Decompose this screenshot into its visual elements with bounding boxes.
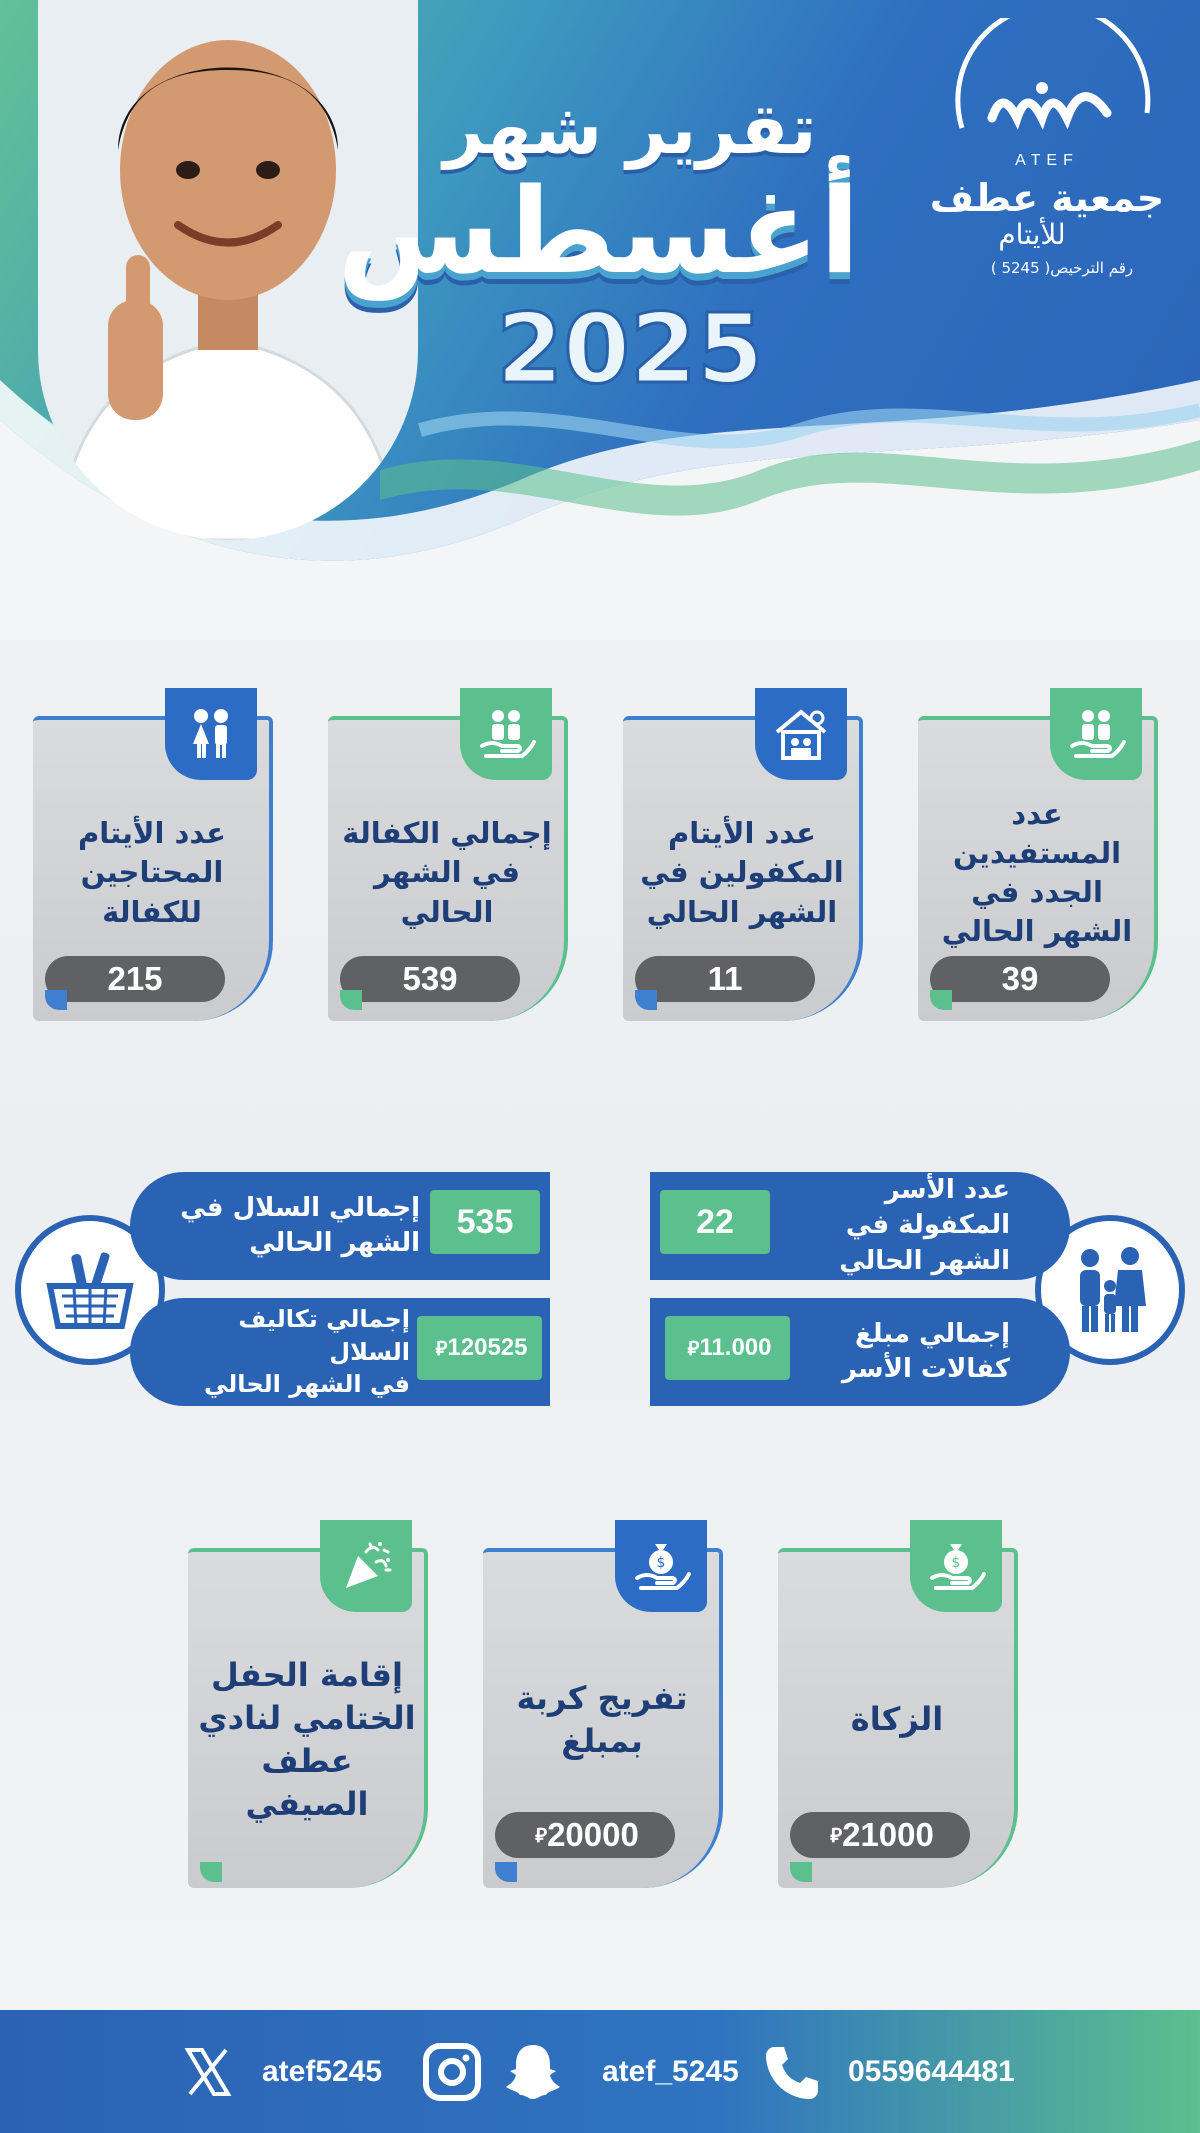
bar-label: إجمالي السلال في الشهر الحالي [180, 1192, 420, 1258]
card-title: عدد الأيتام المحتاجين للكفالة [78, 816, 226, 929]
snapchat-contact[interactable] [500, 2010, 739, 2133]
logo-mark-icon [922, 18, 1172, 158]
bar-value: 120525 ⃁ [417, 1316, 542, 1380]
bar-label: إجمالي تكاليف السلال في الشهر الحالي [204, 1305, 410, 1399]
house-family-icon [755, 688, 847, 780]
baskets-cost-bar [130, 1298, 550, 1406]
money-bag-hand-icon [910, 1520, 1002, 1612]
phone-number: 0559644481 [848, 2054, 1015, 2088]
instagram-contact[interactable] [420, 2010, 484, 2133]
card-title: عدد المستفيدين الجدد في الشهر الحالي [941, 796, 1133, 949]
party-popper-icon [320, 1520, 412, 1612]
title-line: تقرير شهر [443, 88, 817, 170]
families-count-bar [650, 1172, 1070, 1280]
license-number: رقم الترخيص( 5245 ) [990, 259, 1134, 277]
x-logo-icon [180, 2044, 236, 2100]
card-title: الزكاة [850, 1700, 944, 1739]
card-title: إجمالي الكفالة في الشهر الحالي [342, 816, 552, 929]
phone-contact[interactable] [760, 2010, 1015, 2133]
bar-value: 535 [430, 1190, 540, 1254]
families-amount-bar [650, 1298, 1070, 1406]
logo-subtitle: للأيتام [998, 218, 1066, 251]
x-contact[interactable] [180, 2010, 382, 2133]
card-total-sponsorship [320, 688, 570, 1013]
card-value: 20000 ⃁ [495, 1812, 675, 1858]
baskets-count-bar [130, 1172, 550, 1280]
card-value: 21000 ⃁ [790, 1812, 970, 1858]
card-zakat [770, 1520, 1020, 1880]
snapchat-handle: atef_5245 [602, 2054, 739, 2088]
snapchat-icon [500, 2039, 566, 2105]
card-sponsored-orphans [615, 688, 865, 1013]
x-handle: atef5245 [262, 2054, 383, 2088]
card-value: 215 [45, 956, 225, 1002]
hand-people-icon [460, 688, 552, 780]
card-value: 39 [930, 956, 1110, 1002]
card-new-beneficiaries [910, 688, 1160, 1013]
card-value: 11 [635, 956, 815, 1002]
svg-text:$: $ [656, 1555, 666, 1571]
phone-icon [760, 2041, 822, 2103]
card-relief [475, 1520, 725, 1880]
footer-contacts [0, 2010, 1200, 2133]
card-title: عدد الأيتام المكفولين في الشهر الحالي [640, 816, 844, 929]
title-year: 2025 [496, 292, 764, 405]
card-value: 539 [340, 956, 520, 1002]
bar-value: 22 [660, 1190, 770, 1254]
bar-label: إجمالي مبلغ كفالات الأسر [841, 1318, 1010, 1384]
children-icon [165, 688, 257, 780]
bar-value: 11.000 ⃁ [665, 1316, 790, 1380]
money-bag-hand-icon [615, 1520, 707, 1612]
logo-arabic-name: جمعية عطف [929, 176, 1165, 220]
card-title: إقامة الحفل الختامي لنادي عطف الصيفي [198, 1655, 416, 1824]
card-title: تفريج كربة بمبلغ [516, 1678, 688, 1760]
bar-label: عدد الأسر المكفولة في الشهر الحالي [839, 1175, 1010, 1276]
instagram-icon [420, 2040, 484, 2104]
title-month: أغسطس [337, 162, 860, 300]
logo-latin-name: ATEF [1015, 152, 1079, 169]
hand-people-icon [1050, 688, 1142, 780]
report-title [337, 88, 860, 405]
atef-logo [922, 18, 1172, 288]
svg-text:$: $ [951, 1555, 961, 1571]
card-orphans-needing-sponsorship [25, 688, 275, 1013]
card-summer-club [180, 1520, 430, 1880]
